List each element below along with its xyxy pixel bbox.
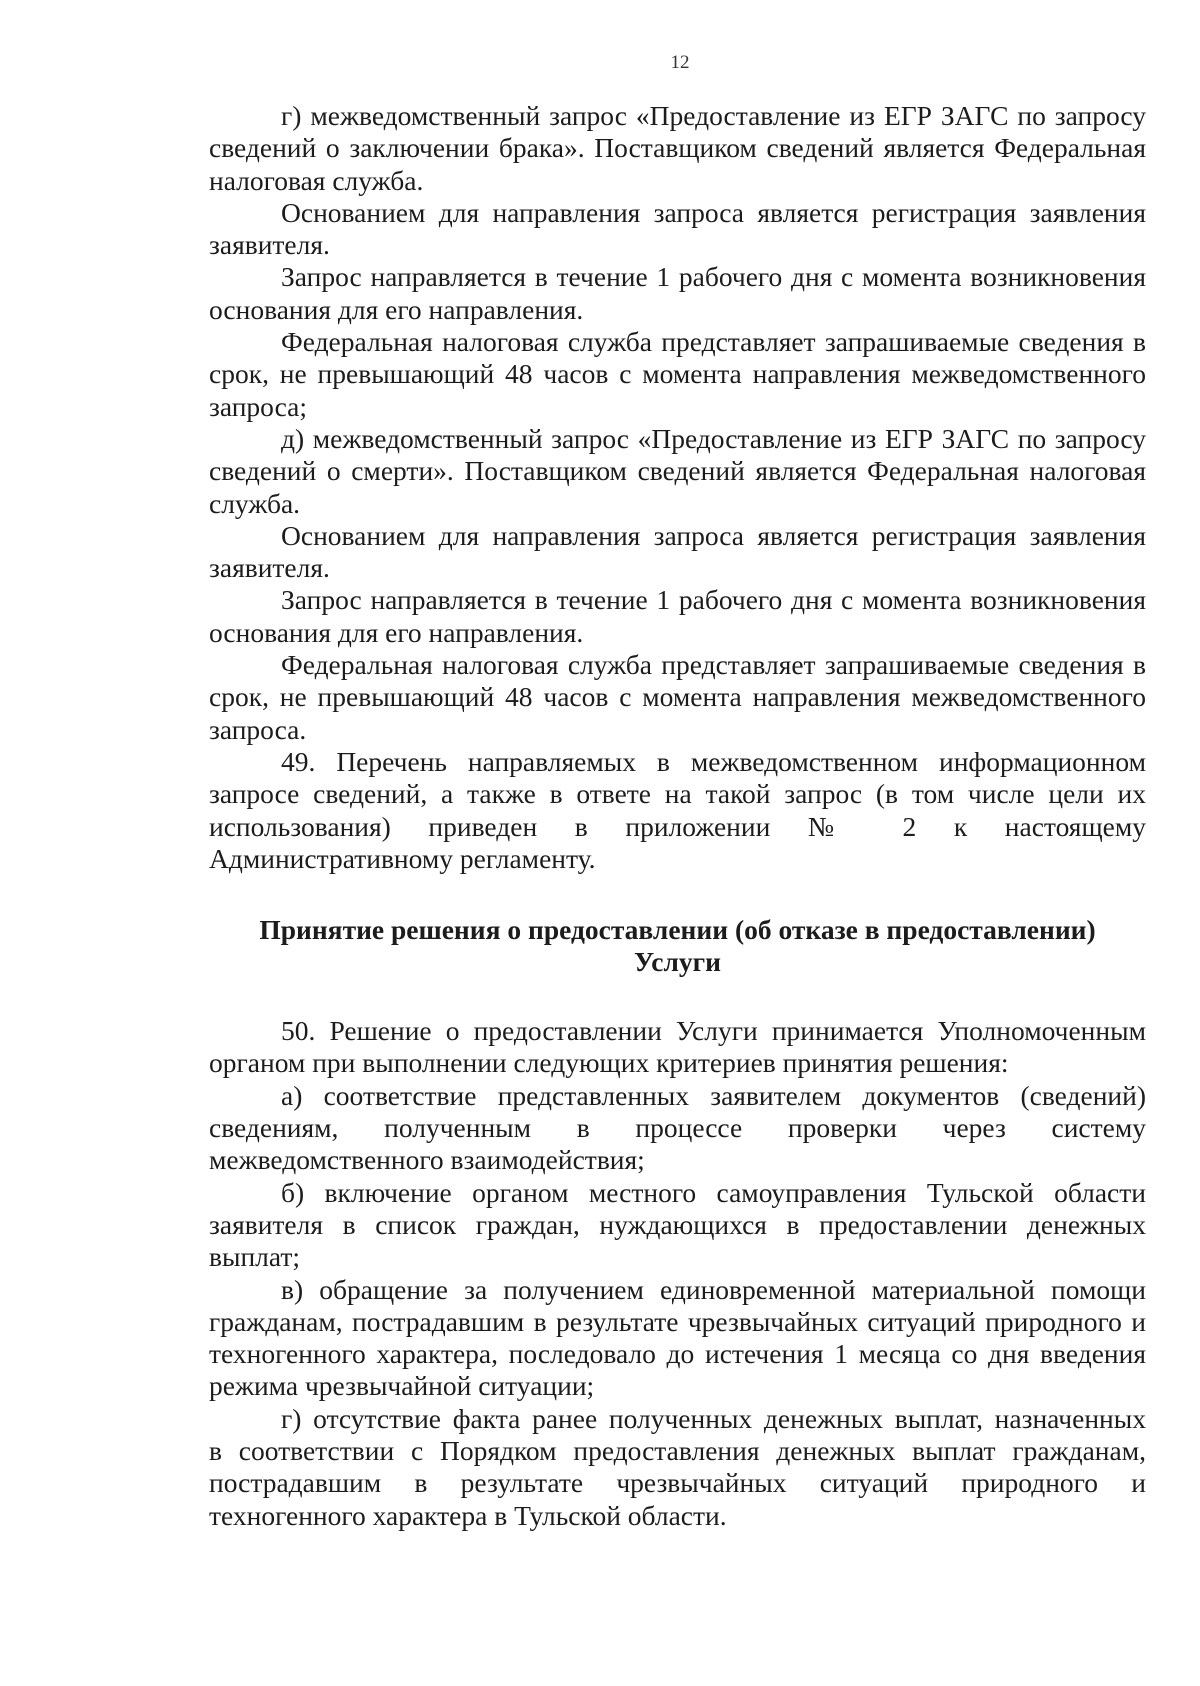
section-heading <box>209 914 1146 978</box>
text-line: использования) приведен в приложении № 2 к настоящему <box>209 810 1146 842</box>
text-line: Основанием для направления запроса является регистрация заявления <box>281 196 1146 228</box>
text-block-bottom <box>209 1015 1146 1532</box>
text-line: режима чрезвычайной ситуации; <box>209 1370 595 1402</box>
text-line: 49. Перечень направляемых в межведомственном информационном <box>281 745 1146 777</box>
text-line: б) включение органом местного самоуправления Тульской области <box>281 1176 1146 1208</box>
text-line: заявителя в список граждан, нуждающихся в предоставлении денежных <box>209 1208 1146 1240</box>
text-line: заявителя. <box>209 229 330 261</box>
text-line: техногенного характера в Тульской области. <box>209 1499 727 1531</box>
text-line: д) межведомственный запрос «Предоставление из ЕГР ЗАГС по запросу <box>281 422 1146 454</box>
text-line: Запрос направляется в течение 1 рабочего дня с момента возникновения <box>281 584 1146 616</box>
text-line: Административному регламенту. <box>209 842 596 874</box>
text-line: налоговая служба. <box>209 164 424 196</box>
text-line: межведомственного взаимодействия; <box>209 1144 645 1176</box>
text-line: г) межведомственный запрос «Предоставление из ЕГР ЗАГС по запросу <box>281 100 1146 131</box>
text-line: в) обращение за получением единовременной материальной помощи <box>281 1273 1146 1305</box>
document-body <box>209 100 1146 1532</box>
text-line: гражданам, пострадавшим в результате чрезвычайных ситуаций природного и <box>209 1305 1146 1337</box>
section-heading-line-2: Услуги <box>634 946 721 978</box>
text-line: срок, не превышающий 48 часов с момента направления межведомственного <box>209 358 1146 390</box>
text-line: органом при выполнении следующих критериев принятия решения: <box>209 1047 1009 1079</box>
text-line: техногенного характера, последовало до истечения 1 месяца со дня введения <box>209 1338 1146 1370</box>
text-line: г) отсутствие факта ранее полученных денежных выплат, назначенных <box>281 1402 1146 1434</box>
text-line: основания для его направления. <box>209 293 584 325</box>
text-line: основания для его направления. <box>209 616 584 648</box>
page-number: 12 <box>670 52 690 73</box>
text-line: Федеральная налоговая служба представляет запрашиваемые сведения в <box>281 649 1146 681</box>
text-line: выплат; <box>209 1241 301 1273</box>
section-heading-line-1: Принятие решения о предоставлении (об отказе в предоставлении) <box>259 914 1096 946</box>
text-line: заявителя. <box>209 552 330 584</box>
text-line: Основанием для направления запроса является регистрация заявления <box>281 519 1146 551</box>
text-line: запроса; <box>209 390 307 422</box>
text-line: Федеральная налоговая служба представляет запрашиваемые сведения в <box>281 326 1146 358</box>
text-line: служба. <box>209 487 301 519</box>
text-line: пострадавшим в результате чрезвычайных ситуаций природного и <box>209 1467 1146 1499</box>
text-line: запросе сведений, а также в ответе на такой запрос (в том числе цели их <box>209 778 1146 810</box>
text-line: в соответствии с Порядком предоставления денежных выплат гражданам, <box>209 1434 1146 1466</box>
text-line: запроса. <box>209 713 307 745</box>
text-block-top <box>209 100 1146 875</box>
text-line: а) соответствие представленных заявителем документов (сведений) <box>281 1079 1146 1111</box>
text-line: сведений о заключении брака». Поставщиком сведений является Федеральная <box>209 132 1146 164</box>
text-line: 50. Решение о предоставлении Услуги принимается Уполномоченным <box>281 1015 1146 1047</box>
text-line: срок, не превышающий 48 часов с момента направления межведомственного <box>209 681 1146 713</box>
text-line: сведений о смерти». Поставщиком сведений является Федеральная налоговая <box>209 455 1146 487</box>
text-line: сведениям, полученным в процессе проверки через систему <box>209 1112 1146 1144</box>
text-line: Запрос направляется в течение 1 рабочего дня с момента возникновения <box>281 261 1146 293</box>
